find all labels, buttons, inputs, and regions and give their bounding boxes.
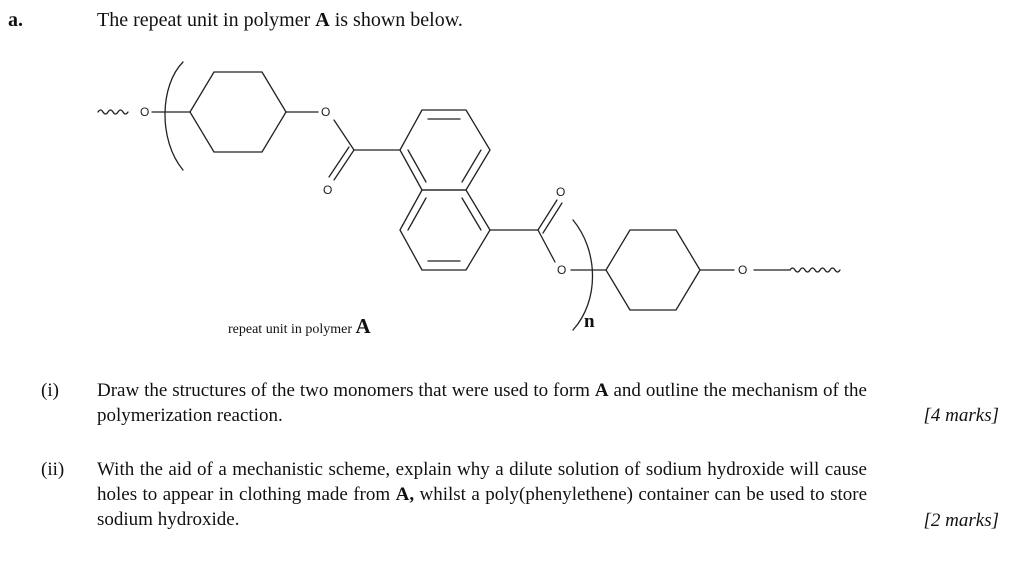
part-text: [97, 378, 867, 428]
atom-o-ester-1: O: [321, 105, 331, 119]
naph-double-3: [462, 150, 481, 182]
left-bracket: [165, 62, 183, 170]
cyclohexane-ring-right: [606, 230, 700, 310]
question-label: a.: [8, 9, 23, 31]
part-text: [97, 457, 867, 532]
structure-caption: [228, 314, 371, 339]
intro-text-after: is shown below.: [329, 9, 463, 31]
caption-text: repeat unit in polymer: [228, 322, 356, 337]
naphthalene-ring-lower: [400, 190, 490, 270]
atom-o-right-end: O: [738, 263, 748, 277]
caption-polymer-name: A: [355, 314, 371, 338]
part-number: (ii): [41, 459, 65, 480]
right-wavy-bond: [790, 268, 840, 272]
naph-double-5: [462, 198, 481, 230]
atom-o-carbonyl-2: O: [556, 185, 566, 199]
bond-o-carbonyl1: [334, 120, 354, 150]
part-text-bold: A: [594, 380, 609, 401]
cyclohexane-ring-left: [190, 72, 286, 152]
intro-text-before: The repeat unit in polymer: [97, 9, 316, 31]
part-text-after: and outline the mechanism of the polymerization reaction.: [97, 380, 867, 426]
bond-carbonyl2-o: [538, 230, 555, 262]
repeat-subscript-n: n: [584, 311, 595, 332]
part-number: (i): [41, 380, 59, 401]
part-text-before: Draw the structures of the two monomers that were used to form: [97, 380, 595, 401]
left-wavy-bond: [98, 110, 128, 114]
naph-double-4: [408, 198, 426, 230]
marks-label: [4 marks]: [923, 405, 999, 426]
question-part-ii: [41, 457, 999, 535]
atom-o-carbonyl-1: O: [323, 183, 333, 197]
atom-o-left-end: O: [140, 105, 150, 119]
naphthalene-ring-upper: [400, 110, 490, 190]
part-text-before: With the aid of a mechanistic scheme, explain why a dilute solution of sodium hydroxide will cause holes to appear in clothing made from: [97, 459, 867, 505]
question-part-i: [41, 378, 999, 430]
part-text-bold: A,: [395, 484, 415, 505]
intro-polymer-name: A: [315, 9, 330, 31]
part-text-after: whilst a poly(phenylethene) container can be used to store sodium hydroxide.: [97, 484, 867, 530]
naph-double-2: [408, 150, 426, 182]
atom-o-ester-2: O: [557, 263, 567, 277]
marks-label: [2 marks]: [923, 510, 999, 531]
